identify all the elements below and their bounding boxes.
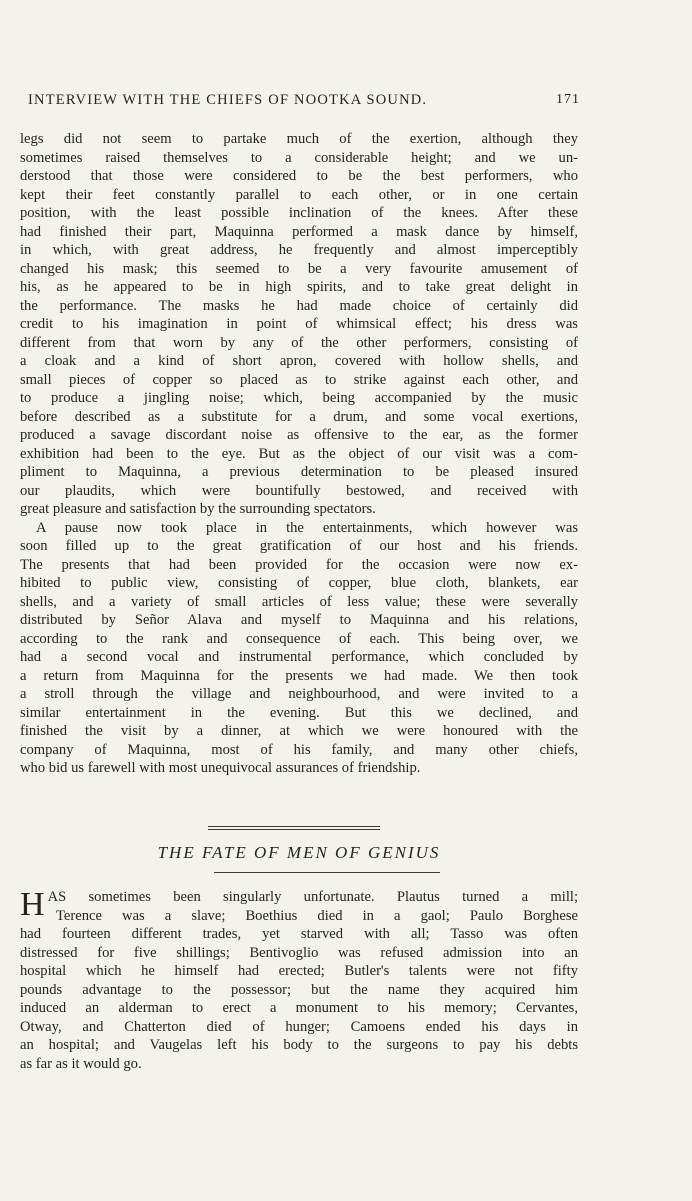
body-text [20,130,578,778]
text-line: our plaudits, which were bountifully bestowed, and received with [20,482,578,499]
text-line: had fourteen different trades, yet starved with all; Tasso was often [20,926,578,942]
text-line: in which, with great address, he frequently and almost imperceptibly [20,242,578,258]
text-line: his, as he appeared to be in high spirits, and to take great delight in [20,279,578,295]
title-underline [214,872,440,873]
text-line: The presents that had been provided for the occasion were now ex- [20,556,578,573]
text-line: changed his mask; this seemed to be a very favourite amusement of [20,260,578,277]
text-line: who bid us farewell with most unequivocal assurances of friendship. [20,760,421,776]
text-line: a return from Maquinna for the presents we had made. We then took [20,667,578,684]
drop-cap: H [20,886,45,923]
text-line: soon filled up to the great gratification of our host and his friends. [20,538,578,554]
text-line: sometimes raised themselves to a considerable height; and we un- [20,149,578,166]
text-line: had finished their part, Maquinna performed a mask dance by himself, [20,223,578,240]
text-line: small pieces of copper so placed as to strike against each other, and [20,371,578,388]
text-line: similar entertainment in the evening. But this we declined, and [20,704,578,721]
divider-rule [208,826,380,827]
text-line: A pause now took place in the entertainments, which however was [36,519,578,536]
running-header: INTERVIEW WITH THE CHIEFS OF NOOTKA SOUND. [28,92,428,108]
text-line: company of Maquinna, most of his family, and many other chiefs, [20,741,578,758]
text-line: position, with the least possible inclination of the knees. After these [20,205,578,221]
text-line: had a second vocal and instrumental performance, which concluded by [20,649,578,665]
paragraph-2 [20,519,578,778]
text-line: finished the visit by a dinner, at which we were honoured with the [20,723,578,739]
text-line: legs did not seem to partake much of the exertion, although they [20,131,578,147]
text-line: the performance. The masks he had made choice of certainly did [20,297,578,314]
text-line: great pleasure and satisfaction by the surrounding spectators. [20,501,376,517]
text-line: derstood that those were considered to be the best performers, who [20,168,578,184]
text-line: distributed by Señor Alava and myself to Maquinna and his relations, [20,612,578,628]
text-line: Otway, and Chatterton died of hunger; Camoens ended his days in [20,1018,578,1035]
text-line: exhibition had been to the eye. But as the object of our visit was a com- [20,445,578,462]
text-line: hibited to public view, consisting of copper, blue cloth, blankets, ear [20,575,578,591]
text-line: different from that worn by any of the other performers, consisting of [20,334,578,351]
text-line: before described as a substitute for a drum, and some vocal exertions, [20,408,578,425]
text-line: according to the rank and consequence of each. This being over, we [20,630,578,647]
section-body [20,888,578,1073]
text-line: Terence was a slave; Boethius died in a gaol; Paulo Borghese [56,907,578,924]
text-line: a stroll through the village and neighbourhood, and were invited to a [20,686,578,702]
section-title: THE FATE OF MEN OF GENIUS [157,843,441,862]
text-line: pounds advantage to the possessor; but the name they acquired him [20,981,578,998]
text-line: to produce a jingling noise; which, being accompanied by the music [20,390,578,406]
text-line: shells, and a variety of small articles of less value; these were severally [20,593,578,610]
text-line: an hospital; and Vaugelas left his body to the surgeons to pay his debts [20,1037,578,1053]
text-line: distressed for five shillings; Bentivoglio was refused admission into an [20,944,578,961]
text-line: produced a savage discordant noise as offensive to the ear, as the former [20,427,578,443]
text-line: kept their feet constantly parallel to each other, or in one certain [20,186,578,203]
text-line: credit to his imagination in point of whimsical effect; his dress was [20,316,578,332]
paragraph-1 [20,130,578,519]
text-line: induced an alderman to erect a monument to his memory; Cervantes, [20,1000,578,1016]
text-line: AS sometimes been singularly unfortunate. Plautus turned a mill; [47,889,578,905]
text-line: pliment to Maquinna, a previous determination to be pleased insured [20,464,578,480]
text-line: as far as it would go. [20,1055,142,1072]
page-number: 171 [556,92,580,107]
section-divider [208,826,380,830]
text-line: a cloak and a kind of short apron, covered with hollow shells, and [20,353,578,369]
text-line: hospital which he himself had erected; Butler's talents were not fifty [20,963,578,979]
divider-rule [208,829,380,830]
